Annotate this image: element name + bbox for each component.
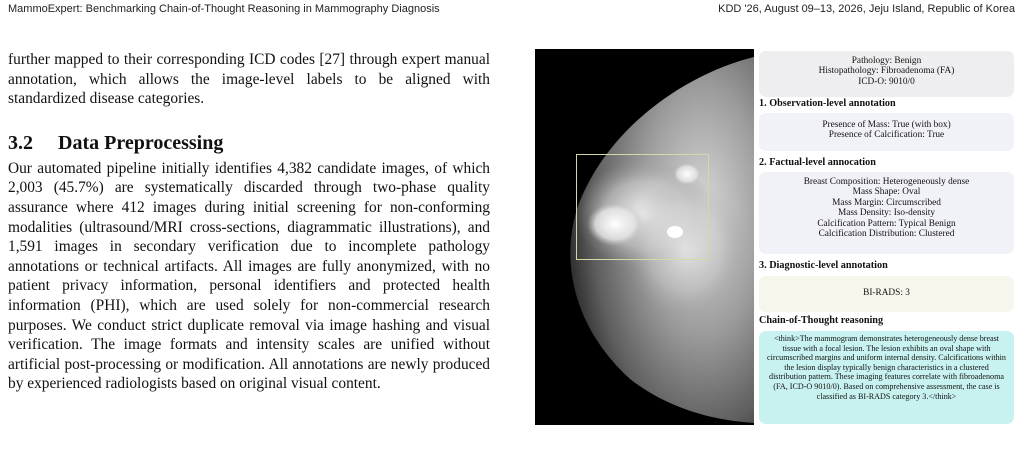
- birads-line: BI-RADS: 3: [863, 288, 910, 298]
- mass-bounding-box: [576, 154, 709, 260]
- factual-box: [759, 172, 1014, 254]
- running-header: [8, 3, 1015, 19]
- observation-label: 1. Observation-level annotation: [759, 98, 896, 109]
- cot-text: <think>The mammogram demonstrates heterogeneously dense breast tissue with a focal lesion. The lesion exhibits an oval shape with circumscribed margins and uniform internal density. Calcifications within the lesion display typically benign characteristics in a clustered distribution pattern. These imaging features correlate with fibroadenoma (FA, ICD-O 9010/0). Based on comprehensive assessment, the case is classified as BI-RADS category 3.</think>: [767, 334, 1006, 401]
- diagnostic-label: 3. Diagnostic-level annotation: [759, 260, 888, 271]
- header-venue: KDD '26, August 09–13, 2026, Jeju Island, Republic of Korea: [718, 3, 1015, 15]
- mass-presence-line: Presence of Mass: True (with box): [822, 120, 951, 130]
- observation-box: [759, 113, 1014, 151]
- cot-box: [759, 331, 1014, 424]
- main-text-column: [8, 50, 490, 394]
- mass-shape-line: Mass Shape: Oval: [852, 187, 921, 198]
- section-number: 3.2: [8, 131, 33, 154]
- icd-line: ICD-O: 9010/0: [858, 76, 915, 87]
- mass-density-line: Mass Density: Iso-density: [837, 208, 936, 219]
- section-title: Data Preprocessing: [58, 131, 224, 154]
- header-paper-title: MammoExpert: Benchmarking Chain-of-Thought Reasoning in Mammography Diagnosis: [8, 3, 440, 15]
- annotation-panel: [759, 49, 1019, 425]
- calcification-presence-line: Presence of Calcification: True: [828, 130, 945, 141]
- annotation-figure: [535, 49, 1019, 425]
- pathology-line: Pathology: Benign: [851, 56, 922, 66]
- mass-margin-line: Mass Margin: Circumscribed: [832, 197, 941, 208]
- preprocessing-paragraph: Our automated pipeline initially identifies 4,382 candidate images, of which 2,003 (45.7%) are systematically discarded through two-phase quality assurance where 412 images during initial screening for non-conforming modalities (ultrasound/MRI cross-sections, diagrammatic illustrations), and 1,591 images in secondary verification due to incomplete pathology annotations or technical artifacts. All images are fully anonymized, with no patient privacy information, personal identifiers and protected health information (PHI), which are used solely for non-commercial research purposes. We conduct strict duplicate removal via image hashing and visual verification. The image formats and intensity scales are unified without artificial post-processing or modification. All annotations are newly produced by experienced radiologists based on original visual content.: [8, 159, 490, 393]
- breast-composition-line: Breast Composition: Heterogeneously dense: [803, 177, 970, 187]
- diagnostic-box: [759, 276, 1014, 312]
- pathology-box: [759, 51, 1014, 97]
- calcification-pattern-line: Calcification Pattern: Typical Benign: [817, 218, 956, 229]
- calcification-distribution-line: Calcification Distribution: Clustered: [818, 229, 955, 240]
- section-heading: [8, 131, 490, 155]
- intro-paragraph: further mapped to their corresponding ICD codes [27] through expert manual annotation, which allows the image-level labels to be aligned with standardized disease categories.: [8, 51, 490, 108]
- mammogram-image: [535, 49, 754, 425]
- factual-label: 2. Factual-level annocation: [759, 157, 876, 168]
- cot-label: Chain-of-Thought reasoning: [759, 315, 884, 326]
- histopathology-line: Histopathology: Fibroadenoma (FA): [818, 66, 955, 77]
